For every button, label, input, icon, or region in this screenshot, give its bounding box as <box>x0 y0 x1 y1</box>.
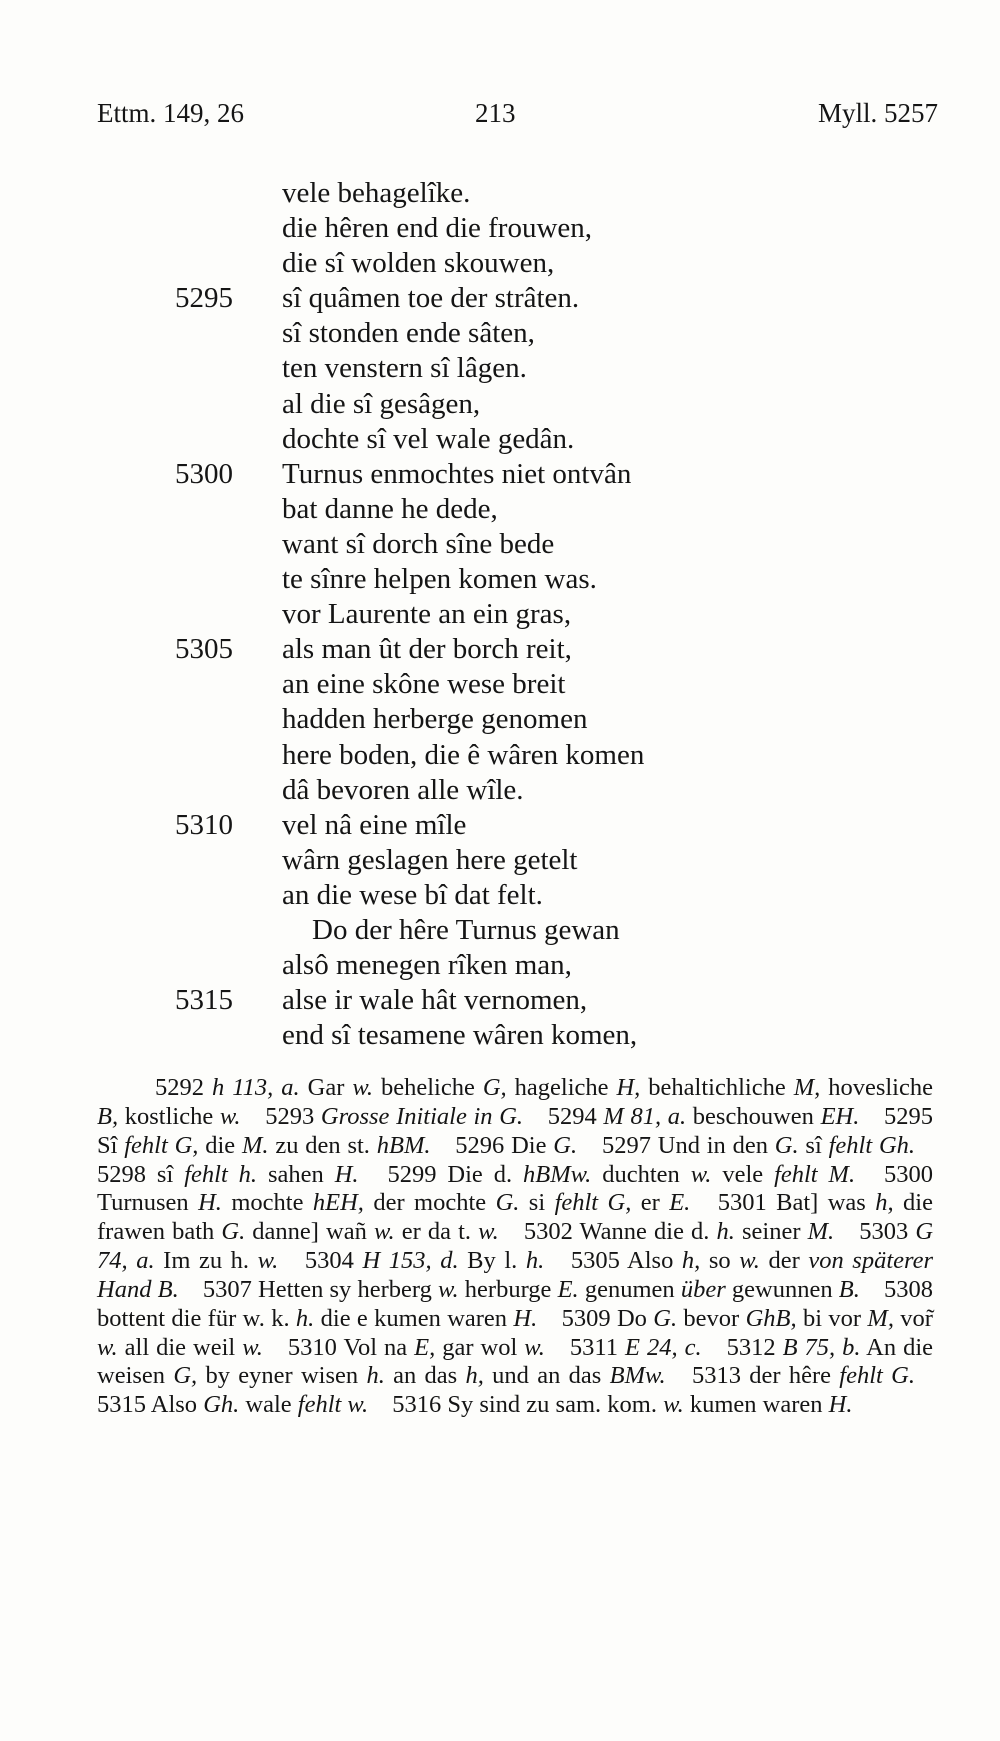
page-number: 213 <box>475 98 516 128</box>
verse-line <box>0 948 1000 983</box>
note-text: 5304 <box>304 1247 363 1275</box>
apparatus-note <box>265 1103 523 1130</box>
note-siglum: M, <box>793 1074 821 1101</box>
verse-text: dâ bevoren alle wîle. <box>282 773 524 806</box>
note-siglum: h. <box>295 1304 315 1332</box>
note-siglum: G 74, a. <box>97 1218 934 1275</box>
apparatus-note <box>602 1132 915 1159</box>
note-siglum: BMw. <box>609 1362 666 1390</box>
verse-text: te sînre helpen komen was. <box>282 563 597 596</box>
verse-line <box>0 387 1000 422</box>
note-text: sahen <box>257 1160 335 1188</box>
note-siglum: w. <box>690 1160 712 1188</box>
verse-text: dochte sî vel wale gedân. <box>282 422 575 455</box>
verse-line <box>0 176 1000 211</box>
note-text: behaltichliche <box>640 1074 794 1101</box>
note-text: vor̃ <box>893 1304 933 1332</box>
note-siglum: M. <box>807 1218 835 1246</box>
verse-text: wârn geslagen here getelt <box>282 843 578 876</box>
note-text: 5302 Wanne die d. <box>523 1218 717 1246</box>
note-siglum: B, <box>97 1102 119 1130</box>
note-siglum: h, <box>681 1247 701 1275</box>
verse-block <box>0 176 1000 1053</box>
note-text: 5315 Also <box>97 1391 204 1419</box>
note-text: danne] wañ <box>245 1218 374 1246</box>
note-siglum: h, <box>465 1362 484 1390</box>
note-text: 5292 <box>155 1074 212 1101</box>
note-siglum: w. <box>373 1218 395 1246</box>
note-text: an das <box>384 1362 466 1390</box>
apparatus-note <box>392 1391 852 1418</box>
note-text: sî <box>798 1131 829 1159</box>
note-text: 5308 bottent die für w. k. <box>97 1275 934 1332</box>
note-text: herburge <box>458 1275 558 1303</box>
note-text: die e kumen waren <box>314 1304 514 1332</box>
note-siglum: fehlt M. <box>774 1160 856 1188</box>
note-text: 5294 <box>547 1102 604 1130</box>
verse-text: Turnus enmochtes niet ontvân <box>282 457 632 490</box>
note-siglum: fehlt h. <box>184 1160 258 1188</box>
note-text: all die weil <box>117 1333 243 1361</box>
note-siglum: B 75, b. <box>782 1333 861 1361</box>
verse-line <box>0 597 1000 632</box>
note-siglum: G. <box>221 1218 246 1246</box>
note-siglum: G, <box>173 1362 198 1390</box>
note-text: 5311 <box>569 1333 625 1361</box>
note-siglum: w. <box>739 1247 760 1275</box>
verse-line <box>0 316 1000 351</box>
note-text: so <box>700 1247 740 1275</box>
verse-line <box>0 843 1000 878</box>
note-text: si <box>519 1189 555 1217</box>
running-header-right: Myll. 5257 <box>817 98 938 128</box>
verse-line <box>0 773 1000 808</box>
apparatus-note <box>548 1103 860 1130</box>
note-text: gar wol <box>435 1333 525 1361</box>
note-siglum: E 24, c. <box>625 1333 702 1361</box>
note-text: 5316 Sy sind zu sam. kom. <box>392 1391 664 1419</box>
note-siglum: w. <box>257 1247 279 1275</box>
note-text: Im zu h. <box>154 1247 258 1275</box>
verse-line <box>0 808 1000 843</box>
note-text: 5293 <box>265 1102 321 1130</box>
note-text: wale <box>239 1391 298 1419</box>
note-text: kostliche <box>118 1102 220 1130</box>
verse-line <box>0 702 1000 737</box>
verse-text: sî stonden ende sâten, <box>282 317 535 350</box>
verse-number: 5305 <box>175 633 233 666</box>
verse-text: die hêren end die frouwen, <box>282 212 593 245</box>
verse-line <box>0 632 1000 667</box>
verse-text: here boden, die ê wâren komen <box>282 738 645 771</box>
note-siglum: Grosse Initiale in G. <box>320 1102 524 1130</box>
note-text: genumen <box>578 1275 681 1303</box>
note-text: 5305 Also <box>570 1247 682 1275</box>
note-text: hovesliche <box>820 1074 933 1101</box>
apparatus-note <box>288 1334 545 1361</box>
note-text: 5312 <box>726 1333 783 1361</box>
note-text: 5303 <box>859 1218 916 1246</box>
verse-text: bat danne he dede, <box>282 492 498 525</box>
note-text: vele <box>711 1160 775 1188</box>
note-text: 5313 der hêre <box>691 1362 840 1390</box>
note-text: er da t. <box>394 1218 479 1246</box>
note-siglum: h 113, a. <box>211 1074 300 1101</box>
note-siglum: hEH, <box>312 1189 364 1217</box>
apparatus-note <box>692 1362 915 1389</box>
verse-line <box>0 1018 1000 1053</box>
note-siglum: H, <box>616 1074 641 1101</box>
verse-text: alse ir wale hât vernomen, <box>282 984 588 1017</box>
note-siglum: w. <box>242 1333 263 1361</box>
note-siglum: h. <box>525 1247 545 1275</box>
verse-text: al die sî gesâgen, <box>282 387 481 420</box>
apparatus-note <box>570 1334 702 1361</box>
note-siglum: H. <box>828 1391 853 1419</box>
note-text: der mochte <box>363 1189 496 1217</box>
note-siglum: w. <box>478 1218 499 1246</box>
note-text: zu den st. <box>268 1131 377 1159</box>
verse-text: vor Laurente an ein gras, <box>282 598 572 631</box>
verse-text: hadden herberge genomen <box>282 703 588 736</box>
note-siglum: G. <box>653 1304 678 1332</box>
note-siglum: fehlt G, <box>554 1189 632 1217</box>
note-siglum: h, <box>875 1189 894 1217</box>
note-siglum: von späterer Hand B. <box>97 1247 934 1303</box>
verse-line <box>0 527 1000 562</box>
note-siglum: E. <box>669 1189 691 1217</box>
note-siglum: hBM. <box>376 1131 431 1159</box>
note-siglum: h. <box>366 1362 385 1390</box>
critical-apparatus <box>97 1074 933 1420</box>
verse-line <box>0 211 1000 246</box>
note-text: die <box>198 1131 242 1159</box>
note-siglum: G. <box>553 1131 578 1159</box>
note-text: by eyner wisen <box>197 1362 367 1390</box>
verse-line <box>0 457 1000 492</box>
note-siglum: w. <box>524 1333 545 1361</box>
verse-line <box>0 562 1000 597</box>
verse-text: die sî wolden skouwen, <box>282 247 555 280</box>
verse-text: vel nâ eine mîle <box>282 808 467 841</box>
note-text: 5307 Hetten sy herberg <box>202 1275 438 1303</box>
verse-text: sî quâmen toe der strâten. <box>282 282 580 315</box>
note-siglum: E, <box>414 1333 436 1361</box>
note-text: die frawen bath <box>97 1189 933 1246</box>
note-siglum: G, <box>482 1074 507 1101</box>
note-text: 5309 Do <box>561 1304 654 1332</box>
verse-text: vele behagelîke. <box>282 177 471 209</box>
verse-line <box>0 246 1000 281</box>
verse-text: Do der hêre Turnus gewan <box>312 913 620 946</box>
note-text: und an das <box>483 1362 610 1390</box>
verse-line <box>0 913 1000 948</box>
note-text: bi vor <box>796 1304 868 1332</box>
note-siglum: über <box>680 1275 726 1303</box>
apparatus-note <box>305 1247 544 1274</box>
apparatus-note <box>203 1276 860 1303</box>
apparatus-note <box>97 1161 359 1188</box>
note-siglum: M 81, a. <box>603 1102 687 1130</box>
note-text: 5298 sî <box>97 1160 185 1188</box>
note-text: 5299 Die d. <box>387 1160 524 1188</box>
note-text: 5310 Vol na <box>287 1333 415 1361</box>
note-siglum: Gh. <box>203 1391 240 1419</box>
verse-text: end sî tesamene wâren komen, <box>282 1019 638 1052</box>
note-text: hageliche <box>506 1074 617 1101</box>
note-siglum: w. <box>663 1391 684 1419</box>
note-text: kumen waren <box>683 1391 829 1419</box>
note-text: bevor <box>677 1304 746 1332</box>
verse-text: an eine skône wese breit <box>282 668 566 701</box>
note-siglum: fehlt Gh. <box>828 1131 916 1159</box>
note-siglum: EH. <box>820 1102 860 1130</box>
verse-number: 5315 <box>175 984 233 1017</box>
note-siglum: M, <box>867 1304 894 1332</box>
verse-line <box>0 983 1000 1018</box>
note-siglum: H 153, d. <box>362 1247 459 1275</box>
apparatus-note <box>455 1132 577 1159</box>
note-siglum: G. <box>774 1131 799 1159</box>
verse-line <box>0 878 1000 913</box>
note-siglum: w. <box>97 1333 118 1361</box>
verse-line <box>0 492 1000 527</box>
verse-line <box>0 351 1000 386</box>
note-text: mochte <box>221 1189 313 1217</box>
note-text: der <box>759 1247 809 1275</box>
running-header-left: Ettm. 149, 26 <box>97 98 244 128</box>
note-text: seiner <box>734 1218 808 1246</box>
note-text: duchten <box>591 1160 691 1188</box>
note-text: 5297 Und in den <box>601 1131 775 1159</box>
note-text: er <box>631 1189 670 1217</box>
verse-number: 5300 <box>175 457 233 490</box>
verse-line <box>0 667 1000 702</box>
note-siglum: fehlt w. <box>297 1391 369 1419</box>
note-text: beheliche <box>373 1074 483 1101</box>
note-text: 5295 Sî <box>97 1102 934 1159</box>
note-siglum: fehlt G. <box>839 1362 915 1390</box>
verse-number: 5295 <box>175 282 233 315</box>
note-siglum: fehlt G, <box>124 1131 199 1159</box>
apparatus-note <box>97 1391 368 1418</box>
note-siglum: w. <box>219 1102 241 1130</box>
note-siglum: GhB, <box>745 1304 797 1332</box>
note-siglum: h. <box>716 1218 735 1246</box>
note-siglum: M. <box>241 1131 269 1159</box>
note-siglum: E. <box>557 1275 579 1303</box>
note-siglum: hBMw. <box>523 1160 592 1188</box>
note-text: gewunnen <box>725 1275 839 1303</box>
verse-line <box>0 281 1000 316</box>
apparatus-note <box>387 1161 855 1188</box>
note-text: By l. <box>458 1247 526 1275</box>
note-text: 5300 Turnusen <box>97 1160 934 1217</box>
note-text: 5301 Bat] was <box>717 1189 876 1217</box>
verse-text: als man ût der borch reit, <box>282 633 572 666</box>
note-siglum: B. <box>838 1275 860 1303</box>
note-text: beschouwen <box>686 1102 821 1130</box>
note-text: An die weisen <box>97 1333 934 1390</box>
verse-line <box>0 422 1000 457</box>
note-siglum: G. <box>495 1189 520 1217</box>
verse-text: an die wese bî dat felt. <box>282 878 543 911</box>
verse-text: alsô menegen rîken man, <box>282 949 572 982</box>
verse-text: ten venstern sî lâgen. <box>282 352 527 385</box>
note-text: Gar <box>299 1074 353 1101</box>
verse-number: 5310 <box>175 808 233 841</box>
apparatus-note <box>524 1218 834 1245</box>
note-text: 5296 Die <box>455 1131 554 1159</box>
note-siglum: H. <box>198 1189 222 1217</box>
note-siglum: w. <box>352 1074 373 1101</box>
note-siglum: w. <box>437 1275 459 1303</box>
note-siglum: H. <box>334 1160 359 1188</box>
verse-line <box>0 738 1000 773</box>
verse-text: want sî dorch sîne bede <box>282 527 555 560</box>
note-siglum: H. <box>513 1304 538 1332</box>
